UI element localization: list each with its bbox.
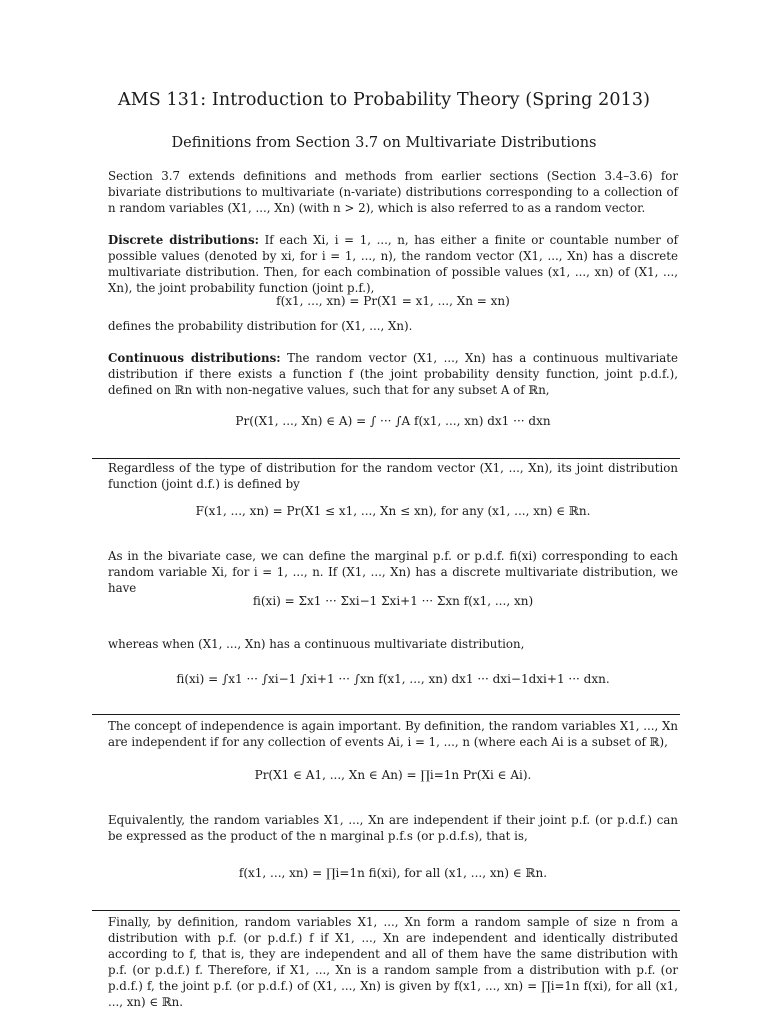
intro-paragraph: Section 3.7 extends definitions and methods from earlier sections (Section 3.4–3.6) for bivariate distributions to multivariate (n-variate) distributions corresponding to a collection of n random variables (X1, ..., Xn) (with n > 2), which is also referred to as a random vector. — [108, 169, 678, 215]
discrete-equation: f(x1, ..., xn) = Pr(X1 = x1, ..., Xn = xn) — [276, 294, 510, 308]
section-divider — [92, 714, 680, 715]
independence-paragraph: The concept of independence is again important. By definition, the random variables X1, ..., Xn are independent if for any collection of events Ai, i = 1, ..., n (where each Ai is a subset of ℝ), — [108, 719, 678, 749]
discrete-text: If each Xi, i = 1, ..., n, has either a finite or countable number of possible values (denoted by xi, for i = 1, ..., n), the random vector (X1, ..., Xn) has a discrete multivariate distribution. Then, for each combination of possible values (x1, ..., xn) of (X1, ..., Xn), the joint probability function (joint p.f.), — [108, 233, 678, 295]
page-title: AMS 131: Introduction to Probability Theory (Spring 2013) — [117, 90, 650, 110]
section-subtitle: Definitions from Section 3.7 on Multivariate Distributions — [171, 135, 597, 151]
discrete-paragraph — [108, 232, 678, 296]
section-divider — [92, 458, 680, 459]
marginal-paragraph: As in the bivariate case, we can define the marginal p.f. or p.d.f. fi(xi) corresponding to each random variable Xi, for i = 1, ..., n. If (X1, ..., Xn) has a discrete multivariate distribution, we have — [108, 549, 678, 595]
continuous-heading: Continuous distributions: — [108, 351, 281, 365]
random-sample-paragraph: Finally, by definition, random variables X1, ..., Xn form a random sample of size n from a distribution with p.f. (or p.d.f.) f if X1, ..., Xn are independent and identically distributed according to f, that is, they are independent and all of them have the same distribution with p.f. (or p.d.f.) f. Therefore, if X1, ..., Xn is a random sample from a distribution with p.f. (or p.d.f.) f, the joint p.f. (or p.d.f.) of (X1, ..., Xn) is given by f(x1, ..., xn) = ∏i=1n f(xi), for all (x1, ..., xn) ∈ ℝn. — [108, 915, 678, 1009]
continuous-equation: Pr((X1, ..., Xn) ∈ A) = ∫ ··· ∫A f(x1, ..., xn) dx1 ··· dxn — [235, 414, 551, 428]
cdf-equation: F(x1, ..., xn) = Pr(X1 ≤ x1, ..., Xn ≤ xn), for any (x1, ..., xn) ∈ ℝn. — [195, 504, 591, 518]
cdf-paragraph: Regardless of the type of distribution for the random vector (X1, ..., Xn), its joint distribution function (joint d.f.) is defined by — [108, 461, 678, 491]
marginal-between: whereas when (X1, ..., Xn) has a continuous multivariate distribution, — [108, 637, 525, 651]
independence-equivalent: Equivalently, the random variables X1, ..., Xn are independent if their joint p.f. (or p.d.f.) can be expressed as the product of the n marginal p.f.s (or p.d.f.s), that is, — [108, 813, 678, 843]
continuous-text: The random vector (X1, ..., Xn) has a continuous multivariate distribution if there exists a function f (the joint probability density function, joint p.d.f.), defined on ℝn with non-negative values, such that for any subset A of ℝn, — [108, 351, 679, 397]
marginal-discrete-equation: fi(xi) = Σx1 ··· Σxi−1 Σxi+1 ··· Σxn f(x1, ..., xn) — [252, 594, 534, 608]
marginal-continuous-equation: fi(xi) = ∫x1 ··· ∫xi−1 ∫xi+1 ··· ∫xn f(x1, ..., xn) dx1 ··· dxi−1dxi+1 ··· dxn. — [176, 672, 610, 686]
section-divider — [92, 910, 680, 911]
independence-product-equation: f(x1, ..., xn) = ∏i=1n fi(xi), for all (x1, ..., xn) ∈ ℝn. — [238, 866, 548, 880]
independence-equation: Pr(X1 ∈ A1, ..., Xn ∈ An) = ∏i=1n Pr(Xi ∈ Ai). — [254, 768, 532, 782]
discrete-heading: Discrete distributions: — [108, 233, 259, 247]
continuous-paragraph — [108, 350, 678, 398]
discrete-after: defines the probability distribution for (X1, ..., Xn). — [108, 319, 413, 333]
